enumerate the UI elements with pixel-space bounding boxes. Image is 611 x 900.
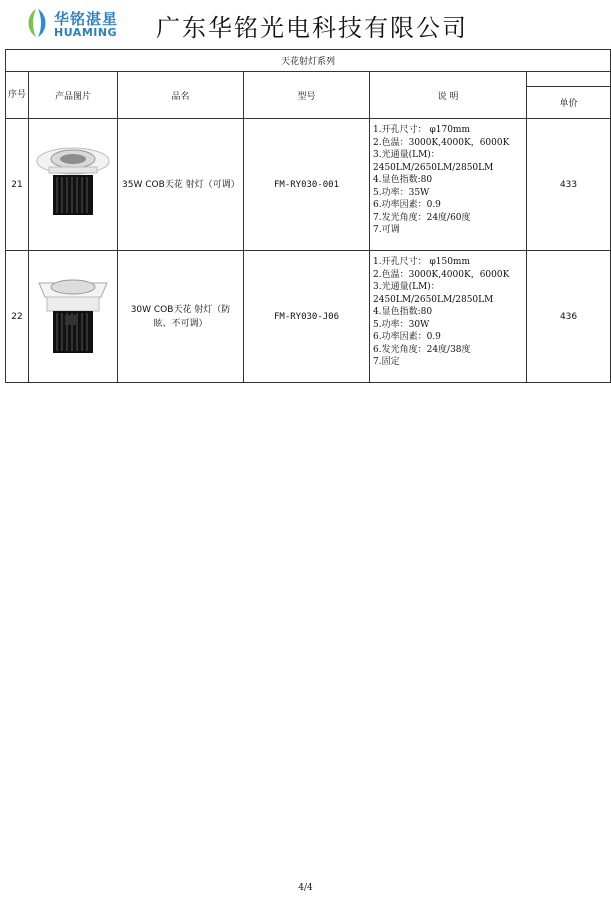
product-name: 35W COB天花 射灯（可调） bbox=[118, 119, 244, 251]
product-price: 436 bbox=[527, 251, 611, 383]
header-index: 序号 bbox=[6, 72, 29, 119]
header-image: 产品图片 bbox=[29, 72, 118, 119]
table-row bbox=[6, 119, 611, 251]
product-desc bbox=[370, 119, 527, 251]
logo-cn-text: 华铭湛星 bbox=[54, 10, 119, 28]
product-name: 30W COB天花 射灯（防眩、不可调） bbox=[118, 251, 244, 383]
desc-line: 2.色温：3000K,4000K，6000K bbox=[373, 137, 510, 148]
desc-line: 4.显色指数:80 bbox=[373, 307, 433, 317]
page-number: 4/4 bbox=[298, 883, 313, 893]
desc-line: 2450LM/2650LM/2850LM bbox=[373, 294, 494, 305]
product-desc bbox=[370, 251, 527, 383]
header-desc: 说 明 bbox=[370, 72, 527, 119]
desc-line: 3.光通量(LM)： bbox=[373, 150, 440, 160]
page-header bbox=[0, 0, 611, 46]
header-price: 单价 bbox=[527, 87, 611, 119]
product-image bbox=[29, 119, 118, 251]
table-row bbox=[6, 251, 611, 383]
desc-line: 7.发光角度：24度/60度 bbox=[373, 212, 471, 223]
downlight-adjustable-image bbox=[35, 131, 111, 235]
product-image bbox=[29, 251, 118, 383]
desc-line: 5.功率：30W bbox=[373, 319, 430, 330]
row-index: 21 bbox=[6, 119, 29, 251]
desc-line: 2.色温：3000K,4000K，6000K bbox=[373, 269, 510, 280]
desc-line: 7.固定 bbox=[373, 357, 400, 367]
logo-en-text: HUAMING bbox=[54, 26, 118, 39]
desc-line: 2450LM/2650LM/2850LM bbox=[373, 162, 494, 173]
row-index: 22 bbox=[6, 251, 29, 383]
product-model: FM-RY030-001 bbox=[244, 119, 370, 251]
company-name: 广东华铭光电科技有限公司 bbox=[156, 14, 468, 42]
desc-line: 4.显色指数:80 bbox=[373, 175, 433, 185]
desc-line: 6.功率因素：0.9 bbox=[373, 332, 441, 342]
desc-line: 3.光通量(LM)： bbox=[373, 282, 440, 292]
desc-line: 1.开孔尺寸： φ170mm bbox=[373, 125, 470, 135]
desc-line: 1.开孔尺寸： φ150mm bbox=[373, 257, 470, 267]
product-price: 433 bbox=[527, 119, 611, 251]
desc-line: 6.发光角度：24度/38度 bbox=[373, 344, 471, 355]
desc-line: 5.功率：35W bbox=[373, 187, 430, 198]
downlight-antiglare-image bbox=[35, 263, 111, 367]
series-title: 天花射灯系列 bbox=[6, 50, 611, 72]
header-blank bbox=[527, 72, 611, 87]
desc-line: 6.功率因素：0.9 bbox=[373, 200, 441, 210]
company-logo bbox=[24, 7, 124, 41]
product-model: FM-RY030-J06 bbox=[244, 251, 370, 383]
desc-line: 7.可调 bbox=[373, 225, 400, 235]
product-table bbox=[5, 49, 611, 383]
header-model: 型号 bbox=[244, 72, 370, 119]
leaf-logo-icon bbox=[24, 7, 50, 39]
header-name: 品名 bbox=[118, 72, 244, 119]
